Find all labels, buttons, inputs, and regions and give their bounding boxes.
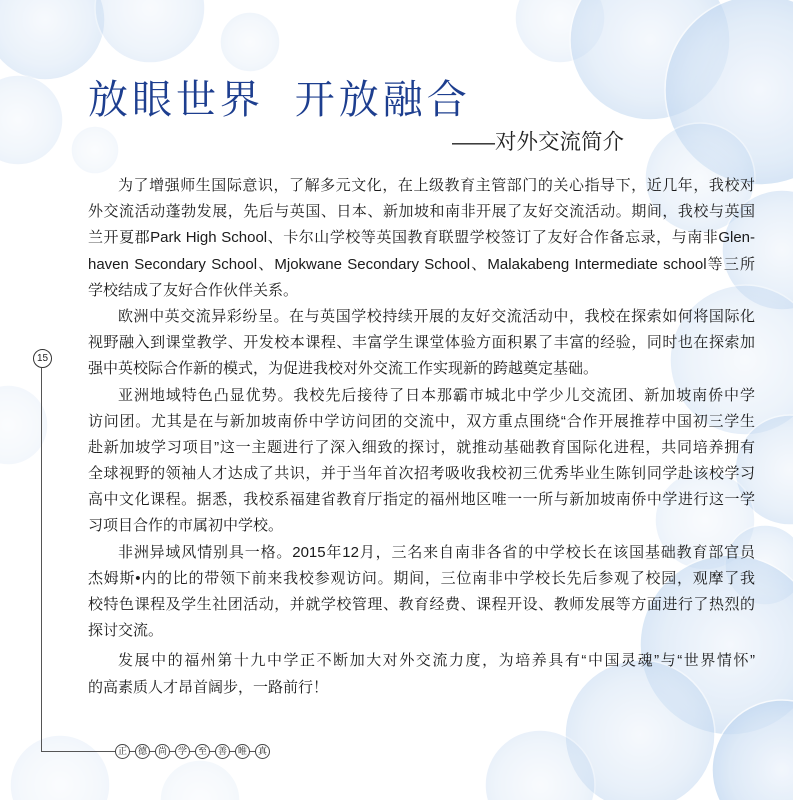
paragraph-africa [88, 540, 755, 645]
bokeh-circle [160, 760, 240, 800]
bokeh-circle [0, 0, 105, 80]
article-body [88, 173, 755, 701]
motto-character: 唯 [235, 744, 250, 759]
page-number: 15 [33, 349, 52, 368]
motto-character: 德 [135, 744, 150, 759]
bokeh-circle [0, 75, 63, 165]
text-line: 杰姆斯•内的比的带领下前来我校参观访问。期间，三位南非中学校长先后参观了校园，观摩了我 [88, 569, 755, 587]
page-subtitle: ——对外交流简介 [452, 130, 625, 154]
text-line: 高中文化课程。据悉，我校系福建省教育厅指定的福州地区唯一一所与新加坡南侨中学进行这一学 [88, 491, 755, 509]
text-line: 欧洲中英交流异彩纷呈。在与英国学校持续开展的友好交流活动中，我校在探索如何将国际化 [118, 307, 755, 325]
text-line: 强中英校际合作新的模式，为促进我校对外交流工作实现新的跨越奠定基础。 [88, 360, 599, 378]
motto-character: 尚 [155, 744, 170, 759]
text-line: 非洲异域风情别具一格。2015年12月，三名来自南非各省的中学校长在该国基础教育部官员 [118, 543, 755, 561]
motto-character: 至 [195, 744, 210, 759]
text-line: 习项目合作的市属初中学校。 [88, 517, 284, 535]
text-line: 兰开夏郡Park High School、卡尔山学校等英国教育联盟学校签订了友好合作备忘录，与南非Glen- [88, 229, 755, 247]
text-line: 发展中的福州第十九中学正不断加大对外交流力度，为培养具有“中国灵魂”与“世界情怀” [118, 652, 755, 670]
paragraph-conclusion [88, 648, 755, 700]
bokeh-circle [10, 735, 110, 800]
motto-character: 真 [255, 744, 270, 759]
paragraph-intro [88, 173, 755, 304]
bokeh-circle [71, 126, 119, 174]
paragraph-europe [88, 304, 755, 383]
text-line: 学校结成了友好合作伙伴关系。 [88, 281, 299, 299]
text-line: 的高素质人才昂首阔步，一路前行！ [88, 678, 329, 696]
text-line: 校特色课程及学生社团活动，并就学校管理、教育经费、课程开设、教师发展等方面进行了热烈的 [88, 596, 755, 613]
page-title: 放眼世界 开放融合 [88, 77, 471, 123]
page-border-vertical-line [41, 368, 42, 751]
motto-character: 学 [175, 744, 190, 759]
paragraph-asia [88, 383, 755, 540]
text-line: 亚洲地域特色凸显优势。我校先后接待了日本那霸市城北中学少儿交流团、新加坡南侨中学 [118, 386, 755, 404]
text-line: 赴新加坡学习项目”这一主题进行了深入细致的探讨，就推动基础教育国际化进程，共同培养拥有 [88, 438, 755, 456]
text-line: 视野融入到课堂教学、开发校本课程、丰富学生课堂体验方面积累了丰富的经验，同时也在探索加 [88, 334, 755, 352]
text-line: 访问团。尤其是在与新加坡南侨中学访问团的交流中，双方重点围绕“合作开展推荐中国初三学生 [88, 412, 755, 430]
school-motto [115, 744, 270, 759]
text-line: haven Secondary School、Mjokwane Secondary School、Malakabeng Intermediate school等三所 [88, 255, 755, 273]
bokeh-circle [220, 12, 280, 72]
text-line: 外交流活动蓬勃发展，先后与英国、日本、新加坡和南非开展了友好交流活动。期间，我校与英国 [88, 203, 755, 221]
bokeh-circle [95, 0, 205, 63]
motto-character: 善 [215, 744, 230, 759]
text-line: 全球视野的领袖人才达成了共识，并于当年首次招考吸收我校初三优秀毕业生陈钊同学赴该校学习 [88, 465, 755, 483]
text-line: 为了增强师生国际意识，了解多元文化，在上级教育主管部门的关心指导下，近几年，我校对 [118, 177, 755, 194]
motto-character: 正 [115, 744, 130, 759]
text-line: 探讨交流。 [88, 622, 164, 640]
